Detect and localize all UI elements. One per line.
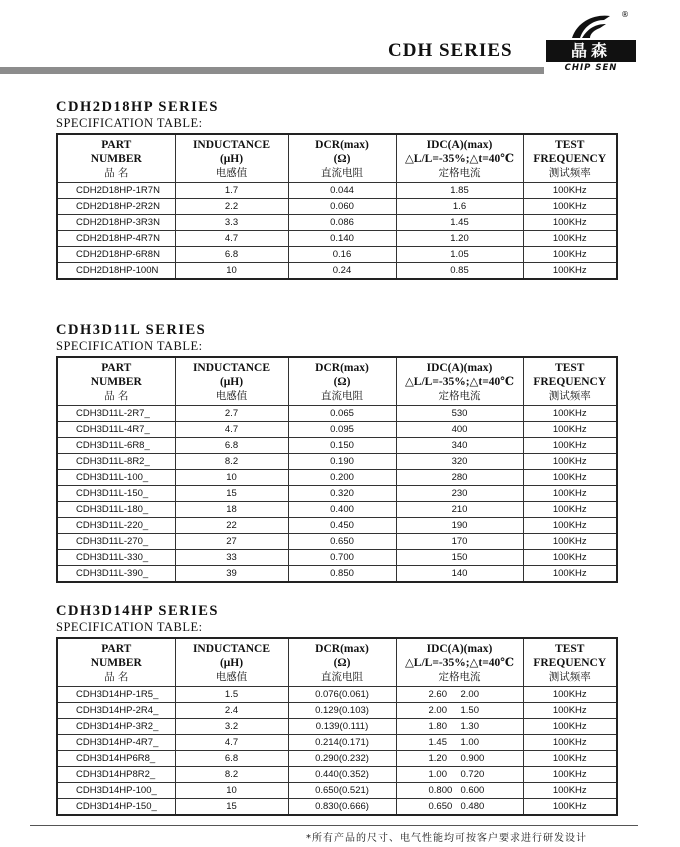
cell-dcr: 0.200 (288, 470, 396, 486)
table-row (57, 438, 617, 454)
cell-test-frequency: 100KHz (523, 767, 617, 783)
series-subtitle: SPECIFICATION TABLE: (56, 339, 203, 353)
header-unit: (μH) (219, 656, 244, 669)
cell-dcr: 0.060 (288, 199, 396, 215)
spec-table-body (57, 406, 617, 583)
cell-idc-a: 1.80 (428, 721, 447, 732)
cell-inductance: 3.2 (175, 719, 288, 735)
cell-idc-b: 1.00 (460, 737, 479, 748)
spec-table (56, 356, 618, 583)
cell-inductance: 1.5 (175, 687, 288, 703)
cell-part-number: CDH2D18HP-4R7N (57, 231, 175, 247)
header-text: NUMBER (90, 152, 142, 165)
cell-part-number: CDH3D11L-8R2_ (57, 454, 175, 470)
table-row (57, 502, 617, 518)
cell-test-frequency: 100KHz (523, 183, 617, 199)
cell-inductance: 4.7 (175, 735, 288, 751)
cell-idc: 400 (396, 422, 523, 438)
header-text: NUMBER (90, 656, 142, 669)
cell-test-frequency: 100KHz (523, 486, 617, 502)
cell-test-frequency: 100KHz (523, 687, 617, 703)
table-row (57, 406, 617, 422)
cell-idc: 1.85 (396, 183, 523, 199)
header-text-cn: 品 名 (104, 670, 129, 683)
col-header-test-frequency (523, 357, 617, 406)
table-row (57, 231, 617, 247)
logo-mark-icon (568, 12, 612, 42)
cell-inductance: 2.2 (175, 199, 288, 215)
table-row (57, 263, 617, 280)
cell-dcr: 0.830(0.666) (288, 799, 396, 816)
cell-idc (396, 719, 523, 735)
cell-test-frequency: 100KHz (523, 231, 617, 247)
header-text: DCR(max) (315, 138, 369, 151)
table-row (57, 470, 617, 486)
cell-dcr: 0.700 (288, 550, 396, 566)
cell-idc: 150 (396, 550, 523, 566)
header-text-cn: 品 名 (104, 389, 129, 402)
brand-logo (546, 12, 636, 76)
cell-inductance: 39 (175, 566, 288, 583)
header-text-cn: 测试频率 (548, 389, 591, 402)
cell-idc: 1.45 (396, 215, 523, 231)
table-row (57, 550, 617, 566)
header-text-cn: 电感值 (215, 166, 248, 179)
cell-idc: 280 (396, 470, 523, 486)
table-row (57, 687, 617, 703)
header-unit: (Ω) (333, 656, 351, 669)
cell-part-number: CDH3D14HP-2R4_ (57, 703, 175, 719)
table-row (57, 534, 617, 550)
cell-test-frequency: 100KHz (523, 438, 617, 454)
registered-mark: ® (621, 10, 629, 19)
header-text-cn: 定格电流 (438, 166, 481, 179)
cell-idc: 1.05 (396, 247, 523, 263)
col-header-part-number (57, 638, 175, 687)
spec-table-body (57, 183, 617, 280)
cell-inductance: 15 (175, 486, 288, 502)
header-text-cn: 测试频率 (548, 166, 591, 179)
header-bar (0, 67, 544, 74)
cell-inductance: 6.8 (175, 247, 288, 263)
table-row (57, 783, 617, 799)
header-text-cn: 定格电流 (438, 389, 481, 402)
cell-part-number: CDH3D14HP-1R5_ (57, 687, 175, 703)
cell-test-frequency: 100KHz (523, 454, 617, 470)
series-section-cdh2d18hp (56, 99, 616, 280)
cell-idc-b: 1.30 (460, 721, 479, 732)
table-row (57, 518, 617, 534)
cell-dcr: 0.065 (288, 406, 396, 422)
cell-idc: 530 (396, 406, 523, 422)
spec-table (56, 133, 618, 280)
cell-idc (396, 687, 523, 703)
cell-dcr: 0.129(0.103) (288, 703, 396, 719)
header-text: IDC(A)(max) (426, 138, 493, 151)
cell-part-number: CDH3D11L-150_ (57, 486, 175, 502)
cell-part-number: CDH3D14HP-150_ (57, 799, 175, 816)
series-title: CDH2D18HP SERIES (56, 99, 219, 115)
cell-test-frequency: 100KHz (523, 799, 617, 816)
table-row (57, 751, 617, 767)
series-section-cdh3d14hp (56, 603, 616, 816)
table-row (57, 247, 617, 263)
col-header-dcr (288, 134, 396, 183)
header-text: IDC(A)(max) (426, 642, 493, 655)
cell-dcr: 0.150 (288, 438, 396, 454)
cell-test-frequency: 100KHz (523, 247, 617, 263)
cell-idc-a: 0.650 (428, 801, 453, 812)
cell-idc-a: 0.800 (428, 785, 453, 796)
col-header-dcr (288, 638, 396, 687)
col-header-inductance (175, 357, 288, 406)
cell-test-frequency: 100KHz (523, 502, 617, 518)
cell-inductance: 10 (175, 470, 288, 486)
cell-inductance: 15 (175, 799, 288, 816)
cell-dcr: 0.139(0.111) (288, 719, 396, 735)
cell-dcr: 0.450 (288, 518, 396, 534)
cell-dcr: 0.290(0.232) (288, 751, 396, 767)
cell-test-frequency: 100KHz (523, 719, 617, 735)
header-text: TEST (555, 361, 585, 374)
header-text-cn: 电感值 (215, 389, 248, 402)
header-text: TEST (555, 642, 585, 655)
col-header-part-number (57, 357, 175, 406)
table-row (57, 566, 617, 583)
header-condition: △L/L=-35%;△t=40℃ (404, 375, 515, 388)
cell-idc: 140 (396, 566, 523, 583)
header-unit: (μH) (219, 152, 244, 165)
cell-inductance: 8.2 (175, 767, 288, 783)
cell-dcr: 0.044 (288, 183, 396, 199)
cell-test-frequency: 100KHz (523, 199, 617, 215)
cell-idc-b: 0.900 (460, 753, 485, 764)
cell-dcr: 0.076(0.061) (288, 687, 396, 703)
cell-dcr: 0.320 (288, 486, 396, 502)
cell-inductance: 27 (175, 534, 288, 550)
cell-part-number: CDH3D11L-2R7_ (57, 406, 175, 422)
cell-part-number: CDH2D18HP-3R3N (57, 215, 175, 231)
cell-inductance: 8.2 (175, 454, 288, 470)
header-text: FREQUENCY (533, 152, 607, 165)
table-row (57, 454, 617, 470)
cell-test-frequency: 100KHz (523, 566, 617, 583)
cell-idc: 1.6 (396, 199, 523, 215)
header-unit: (Ω) (333, 375, 351, 388)
header-text: INDUCTANCE (192, 361, 271, 374)
cell-part-number: CDH3D14HP-3R2_ (57, 719, 175, 735)
table-row (57, 422, 617, 438)
col-header-dcr (288, 357, 396, 406)
col-header-test-frequency (523, 638, 617, 687)
cell-inductance: 6.8 (175, 438, 288, 454)
cell-test-frequency: 100KHz (523, 703, 617, 719)
cell-idc-a: 1.45 (428, 737, 447, 748)
table-row (57, 799, 617, 816)
cell-inductance: 2.4 (175, 703, 288, 719)
header-text-cn: 直流电阻 (321, 389, 363, 402)
cell-idc (396, 799, 523, 816)
table-row (57, 703, 617, 719)
header-text: IDC(A)(max) (426, 361, 493, 374)
cell-test-frequency: 100KHz (523, 518, 617, 534)
cell-inductance: 6.8 (175, 751, 288, 767)
cell-inductance: 2.7 (175, 406, 288, 422)
spec-table-body (57, 687, 617, 816)
cell-part-number: CDH2D18HP-100N (57, 263, 175, 280)
header-text-cn: 直流电阻 (321, 670, 363, 683)
cell-dcr: 0.140 (288, 231, 396, 247)
cell-part-number: CDH3D11L-330_ (57, 550, 175, 566)
cell-dcr: 0.214(0.171) (288, 735, 396, 751)
cell-dcr: 0.650(0.521) (288, 783, 396, 799)
cell-dcr: 0.440(0.352) (288, 767, 396, 783)
cell-idc: 170 (396, 534, 523, 550)
cell-idc: 1.20 (396, 231, 523, 247)
cell-part-number: CDH3D14HP-100_ (57, 783, 175, 799)
table-row (57, 719, 617, 735)
table-row (57, 767, 617, 783)
spec-table-header (57, 638, 617, 687)
cell-part-number: CDH3D11L-100_ (57, 470, 175, 486)
cell-dcr: 0.850 (288, 566, 396, 583)
cell-idc-b: 1.50 (460, 705, 479, 716)
col-header-part-number (57, 134, 175, 183)
header-text: PART (101, 361, 132, 374)
cell-idc-b: 0.600 (460, 785, 485, 796)
table-row (57, 199, 617, 215)
cell-idc (396, 751, 523, 767)
cell-test-frequency: 100KHz (523, 534, 617, 550)
logo-chinese-text: 晶森 (546, 40, 636, 62)
cell-part-number: CDH2D18HP-1R7N (57, 183, 175, 199)
cell-idc (396, 783, 523, 799)
cell-idc (396, 735, 523, 751)
cell-inductance: 3.3 (175, 215, 288, 231)
cell-test-frequency: 100KHz (523, 751, 617, 767)
cell-idc-b: 0.720 (460, 769, 485, 780)
cell-part-number: CDH3D11L-6R8_ (57, 438, 175, 454)
cell-part-number: CDH3D14HP8R2_ (57, 767, 175, 783)
cell-idc-b: 0.480 (460, 801, 485, 812)
cell-inductance: 10 (175, 783, 288, 799)
cell-part-number: CDH3D11L-180_ (57, 502, 175, 518)
header-unit: (μH) (219, 375, 244, 388)
cell-part-number: CDH3D11L-220_ (57, 518, 175, 534)
cell-dcr: 0.650 (288, 534, 396, 550)
logo-english-text: CHIP SEN (564, 63, 618, 73)
cell-dcr: 0.095 (288, 422, 396, 438)
cell-test-frequency: 100KHz (523, 263, 617, 280)
cell-part-number: CDH3D11L-270_ (57, 534, 175, 550)
cell-test-frequency: 100KHz (523, 470, 617, 486)
cell-test-frequency: 100KHz (523, 406, 617, 422)
col-header-idc (396, 357, 523, 406)
header-text-cn: 品 名 (104, 166, 129, 179)
table-row (57, 183, 617, 199)
header-text: DCR(max) (315, 361, 369, 374)
cell-test-frequency: 100KHz (523, 783, 617, 799)
footer-divider (30, 825, 638, 826)
cell-idc: 190 (396, 518, 523, 534)
cell-idc-b: 2.00 (460, 689, 479, 700)
header-text: INDUCTANCE (192, 642, 271, 655)
header-text-cn: 直流电阻 (321, 166, 363, 179)
table-row (57, 486, 617, 502)
header-text: FREQUENCY (533, 375, 607, 388)
header-unit: (Ω) (333, 152, 351, 165)
cell-inductance: 4.7 (175, 231, 288, 247)
cell-test-frequency: 100KHz (523, 735, 617, 751)
cell-inductance: 22 (175, 518, 288, 534)
cell-dcr: 0.24 (288, 263, 396, 280)
cell-inductance: 4.7 (175, 422, 288, 438)
series-title: CDH3D11L SERIES (56, 322, 207, 338)
page-title: CDH SERIES (388, 40, 513, 61)
series-section-cdh3d11l (56, 322, 616, 583)
cell-inductance: 33 (175, 550, 288, 566)
cell-idc (396, 703, 523, 719)
cell-idc: 320 (396, 454, 523, 470)
spec-table-header (57, 134, 617, 183)
cell-part-number: CDH3D14HP6R8_ (57, 751, 175, 767)
cell-part-number: CDH2D18HP-6R8N (57, 247, 175, 263)
cell-inductance: 1.7 (175, 183, 288, 199)
cell-part-number: CDH2D18HP-2R2N (57, 199, 175, 215)
header-condition: △L/L=-35%;△t=40℃ (404, 152, 515, 165)
cell-inductance: 10 (175, 263, 288, 280)
cell-part-number: CDH3D14HP-4R7_ (57, 735, 175, 751)
header-text: DCR(max) (315, 642, 369, 655)
header-text: PART (101, 642, 132, 655)
header-text-cn: 电感值 (215, 670, 248, 683)
col-header-inductance (175, 638, 288, 687)
spec-table (56, 637, 618, 816)
header-text: FREQUENCY (533, 656, 607, 669)
header-condition: △L/L=-35%;△t=40℃ (404, 656, 515, 669)
header-text: TEST (555, 138, 585, 151)
table-row (57, 735, 617, 751)
cell-idc-a: 1.00 (428, 769, 447, 780)
cell-dcr: 0.16 (288, 247, 396, 263)
cell-dcr: 0.400 (288, 502, 396, 518)
cell-idc-a: 2.00 (428, 705, 447, 716)
table-row (57, 215, 617, 231)
cell-test-frequency: 100KHz (523, 422, 617, 438)
col-header-idc (396, 638, 523, 687)
cell-part-number: CDH3D11L-390_ (57, 566, 175, 583)
cell-idc (396, 767, 523, 783)
cell-dcr: 0.086 (288, 215, 396, 231)
cell-idc-a: 1.20 (428, 753, 447, 764)
series-subtitle: SPECIFICATION TABLE: (56, 620, 203, 634)
spec-table-header (57, 357, 617, 406)
cell-idc: 230 (396, 486, 523, 502)
cell-inductance: 18 (175, 502, 288, 518)
cell-part-number: CDH3D11L-4R7_ (57, 422, 175, 438)
series-title: CDH3D14HP SERIES (56, 603, 219, 619)
cell-idc: 0.85 (396, 263, 523, 280)
cell-dcr: 0.190 (288, 454, 396, 470)
col-header-inductance (175, 134, 288, 183)
footer-note: *所有产品的尺寸、电气性能均可按客户要求进行研发设计 (306, 833, 587, 844)
header-text: INDUCTANCE (192, 138, 271, 151)
col-header-test-frequency (523, 134, 617, 183)
col-header-idc (396, 134, 523, 183)
header-text: NUMBER (90, 375, 142, 388)
header-text-cn: 测试频率 (548, 670, 591, 683)
cell-idc-a: 2.60 (428, 689, 447, 700)
header-text: PART (101, 138, 132, 151)
cell-test-frequency: 100KHz (523, 550, 617, 566)
cell-idc: 210 (396, 502, 523, 518)
cell-test-frequency: 100KHz (523, 215, 617, 231)
series-subtitle: SPECIFICATION TABLE: (56, 116, 203, 130)
cell-idc: 340 (396, 438, 523, 454)
header-text-cn: 定格电流 (438, 670, 481, 683)
